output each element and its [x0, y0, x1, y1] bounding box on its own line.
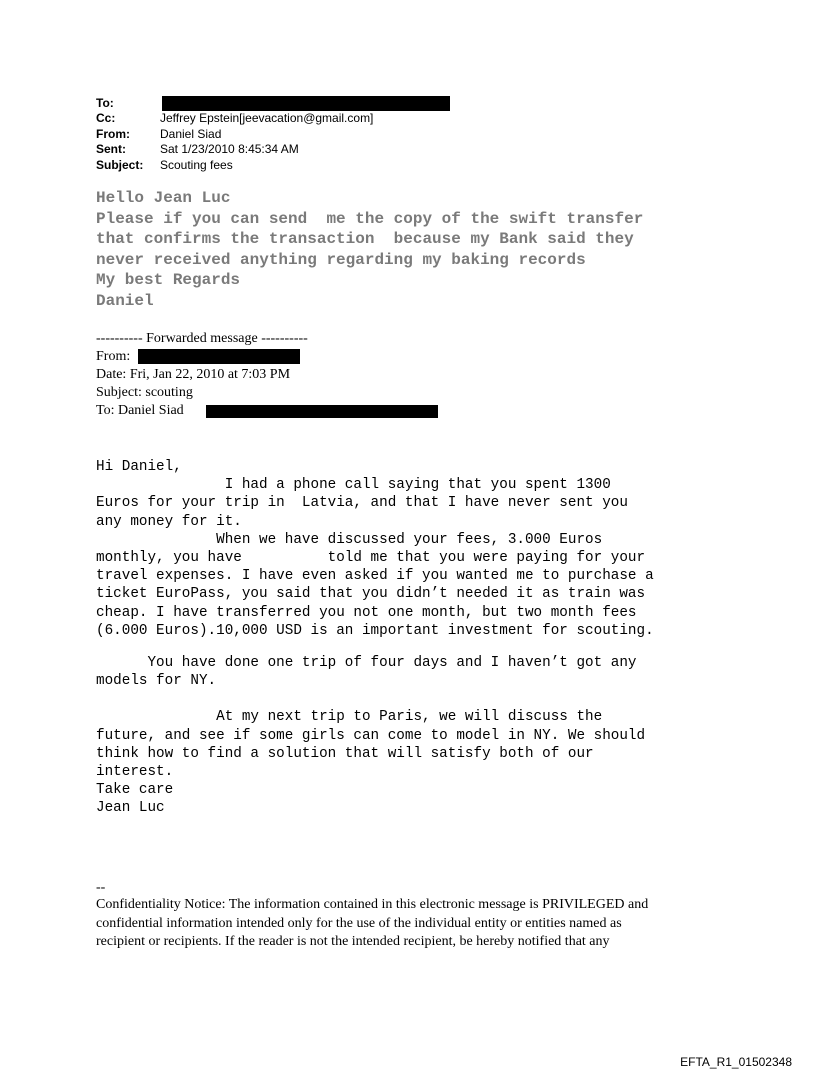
from-label: From: — [96, 126, 130, 141]
body-line: Take care — [96, 782, 174, 799]
reply-line: never received anything regarding my baking records — [96, 250, 586, 269]
sent-label: Sent: — [96, 142, 126, 157]
body-line: (6.000 Euros).10,000 USD is an important investment for scouting. — [96, 622, 654, 639]
forwarded-to-text: To: Daniel Siad — [96, 403, 188, 418]
cc-label: Cc: — [96, 111, 116, 126]
reply-line: My best Regards — [96, 271, 241, 289]
message-body — [96, 458, 756, 818]
redaction-bar — [162, 96, 450, 111]
redaction-bar — [206, 405, 438, 418]
notice-line: recipient or recipients. If the reader is not the intended recipient, be hereby notified that any — [96, 934, 610, 949]
redaction-bar — [138, 349, 300, 364]
reply-line: Please if you can send me the copy of the swift transfer — [96, 209, 644, 228]
cc-value: Jeffrey Epstein[jeevacation@gmail.com] — [160, 111, 374, 126]
body-line: Jean Luc — [96, 800, 165, 817]
body-line: interest. — [96, 764, 174, 781]
body-line: think how to find a solution that will satisfy both of our — [96, 745, 594, 762]
forwarded-date: Date: Fri, Jan 22, 2010 at 7:03 PM — [96, 367, 291, 382]
body-line: You have done one trip of four days and I haven’t got any — [96, 655, 637, 672]
greeting: Hi Daniel, — [96, 459, 182, 475]
signature-separator: -- — [96, 880, 106, 895]
reply-line: Hello Jean Luc — [96, 189, 231, 207]
to-label: To: — [96, 96, 114, 110]
body-line: monthly, you have told me that you were paying for your — [96, 550, 646, 567]
body-line: any money for it. — [96, 513, 242, 530]
reply-message — [96, 188, 776, 311]
forwarded-subject: Subject: scouting — [96, 385, 193, 400]
subject-value: Scouting fees — [160, 157, 233, 172]
document-id: EFTA_R1_01502348 — [680, 1055, 792, 1069]
forwarded-separator: ---------- Forwarded message ---------- — [96, 331, 308, 346]
reply-line: that confirms the transaction because my Bank said they — [96, 230, 634, 248]
sent-value: Sat 1/23/2010 8:45:34 AM — [160, 142, 299, 157]
body-line: When we have discussed your fees, 3.000 Euros — [96, 531, 603, 548]
forwarded-from — [96, 348, 756, 366]
body-line: At my next trip to Paris, we will discuss the — [96, 709, 603, 726]
paragraph-gap — [96, 690, 756, 708]
body-line: future, and see if some girls can come to model in NY. We should — [96, 727, 646, 744]
body-line: I had a phone call saying that you spent 1300 — [96, 477, 611, 494]
paragraph-gap — [96, 640, 756, 654]
forwarded-from-text: From: — [96, 349, 134, 364]
body-line: travel expenses. I have even asked if you wanted me to purchase a — [96, 568, 654, 585]
reply-line: Daniel — [96, 291, 154, 310]
body-line: cheap. I have transferred you not one month, but two month fees — [96, 604, 637, 621]
subject-label: Subject: — [96, 157, 144, 172]
from-value: Daniel Siad — [160, 126, 222, 141]
notice-line: confidential information intended only for the use of the individual entity or entities named as — [96, 915, 622, 931]
body-line: Euros for your trip in Latvia, and that I have never sent you — [96, 495, 628, 512]
forwarded-to — [96, 402, 756, 420]
forwarded-header — [96, 330, 756, 420]
body-line: ticket EuroPass, you said that you didn’t needed it as train was — [96, 586, 646, 603]
body-line: models for NY. — [96, 673, 217, 690]
notice-line: Confidentiality Notice: The information contained in this electronic message is PRIVILEGED and — [96, 897, 649, 912]
confidentiality-notice — [96, 896, 756, 952]
